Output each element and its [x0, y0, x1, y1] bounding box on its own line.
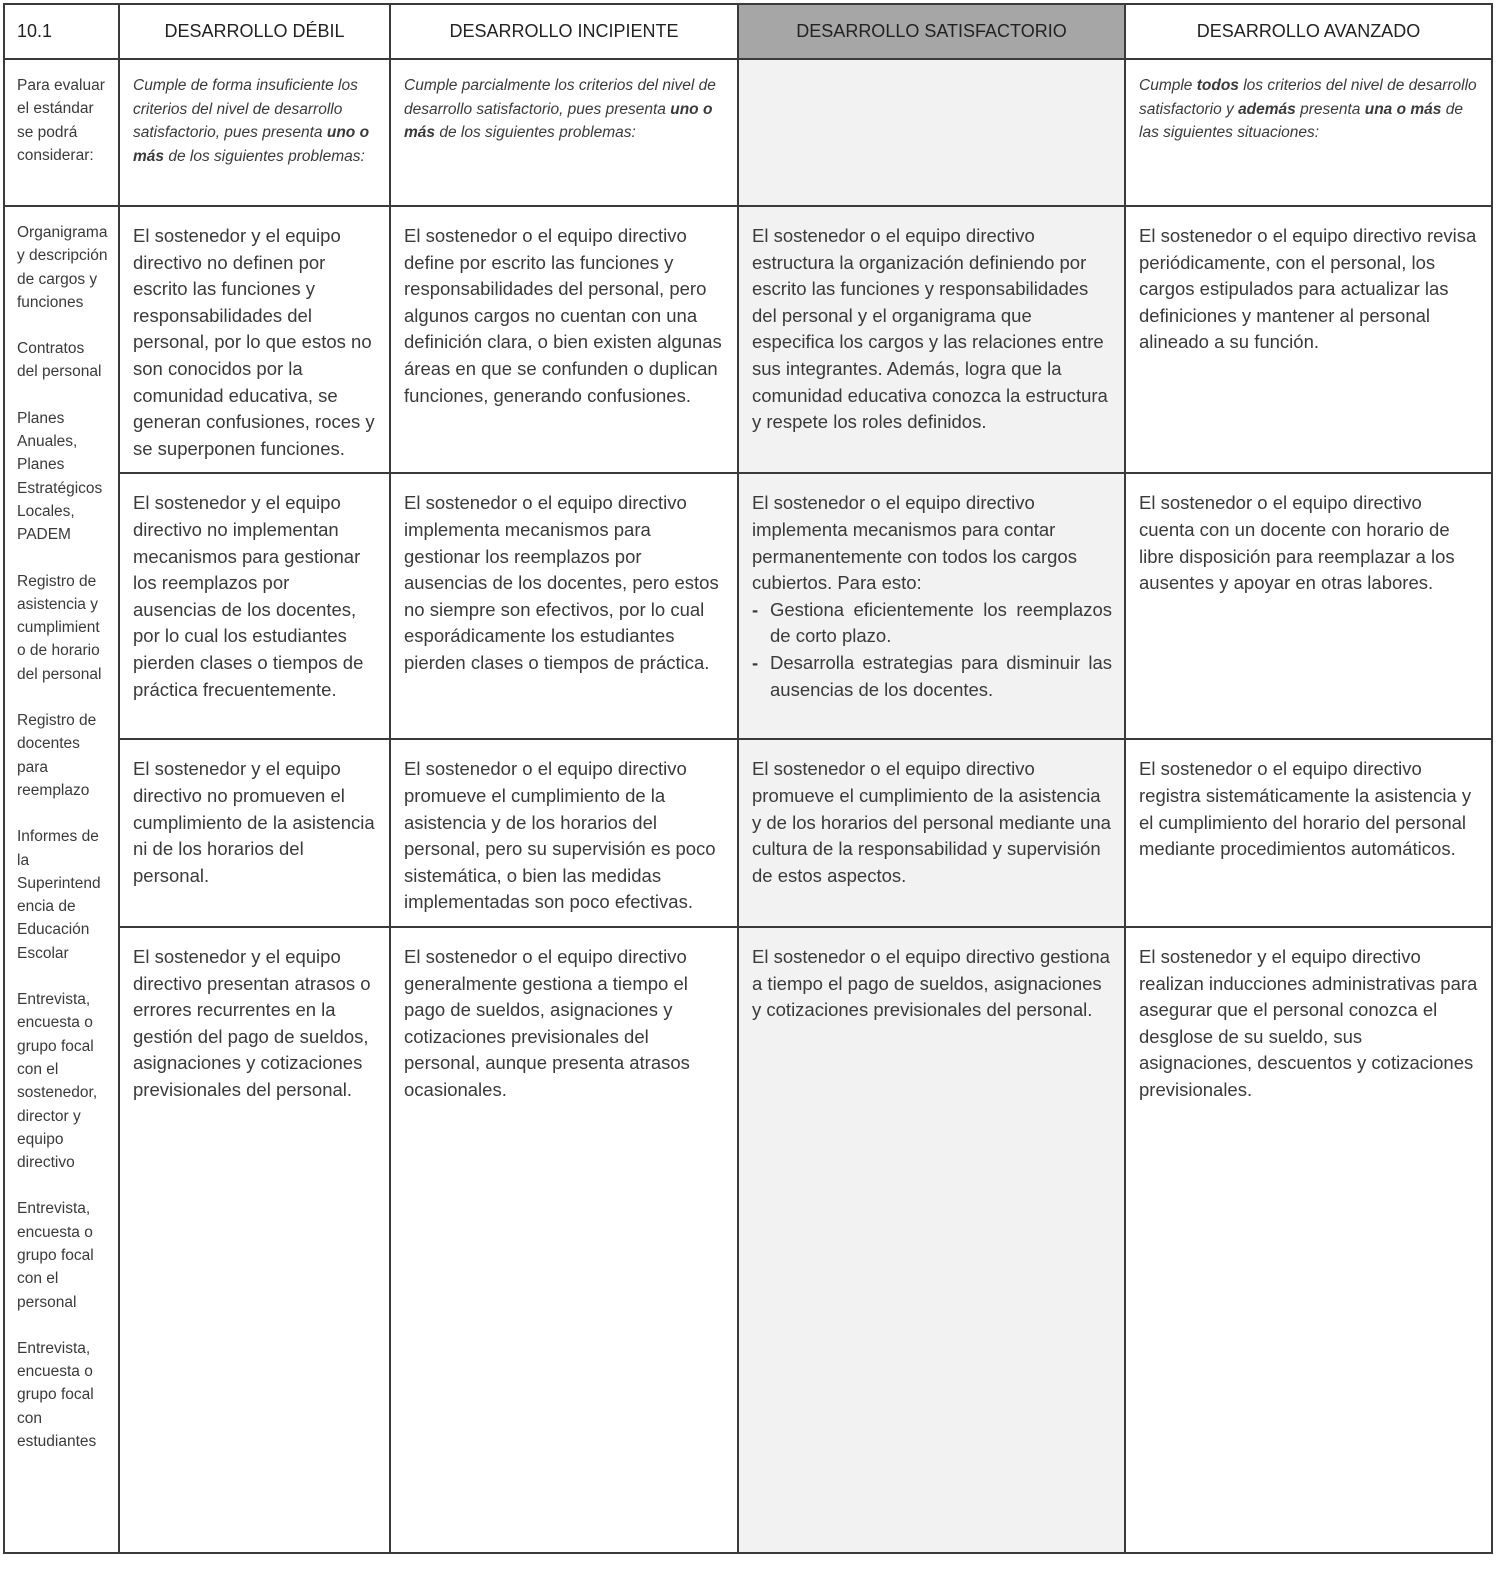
cell-debil: El sostenedor y el equipo directivo presentan atrasos o errores recurrentes en la gestión del pago de sueldos, asignaciones y cotizaciones previsionales del personal. [119, 927, 390, 1553]
source-item: Informes de la Superintendencia de Educación Escolar [17, 828, 101, 962]
intro-left [4, 59, 119, 206]
evidence-sources [4, 206, 119, 1553]
bullet-text: Desarrolla estrategias para disminuir las ausencias de los docentes. [770, 651, 1112, 700]
cell-satisfactorio: El sostenedor o el equipo directivo promueve el cumplimiento de la asistencia y de los horarios del personal mediante una cultura de la responsabilidad y supervisión de estos aspectos. [738, 739, 1125, 927]
intro-text: Cumple parcialmente los criterios del nivel de desarrollo satisfactorio, pues presenta [404, 77, 716, 118]
intro-text: de las siguientes situaciones: [1139, 100, 1463, 141]
level-header-debil: DESARROLLO DÉBIL [119, 4, 390, 59]
dash-bullet-icon: - [752, 598, 759, 620]
source-item: Organigrama y descripción de cargos y funciones [17, 224, 108, 311]
cell-incipiente: El sostenedor o el equipo directivo implementa mecanismos para gestionar los reemplazos por ausencias de los docentes, pero estos no siempre son efectivos, por lo cual esporádicamente los estudiantes pierden clases o tiempos de práctica. [390, 473, 738, 739]
source-item: Registro de asistencia y cumplimiento de horario del personal [17, 572, 102, 683]
rubric-table [3, 3, 1493, 1554]
dash-bullet-icon: - [752, 651, 759, 673]
source-item: Registro de docentes para reemplazo [17, 712, 97, 799]
cell-satisfactorio-text: El sostenedor o el equipo directivo implementa mecanismos para contar permanentemente con todos los cargos cubiertos. Para esto: [752, 492, 1077, 594]
intro-left-text: Para evaluar el estándar se podrá considerar: [17, 77, 105, 164]
intro-satisfactorio [738, 59, 1125, 206]
cell-avanzado: El sostenedor o el equipo directivo cuenta con un docente con horario de libre disposición para reemplazar a los ausentes y apoyar en otras labores. [1125, 473, 1492, 739]
intro-text: Cumple [1139, 77, 1197, 94]
intro-text: de los siguientes problemas: [164, 147, 365, 165]
intro-avanzado-text [1126, 60, 1491, 205]
source-item: Contratos del personal [17, 340, 102, 381]
source-item: Entrevista, encuesta o grupo focal con el sostenedor, director y equipo directivo [17, 991, 98, 1172]
cell-satisfactorio [738, 473, 1125, 739]
intro-incipiente-text [391, 60, 737, 205]
cell-debil: El sostenedor y el equipo directivo no promueven el cumplimiento de la asistencia ni de los horarios del personal. [119, 739, 390, 927]
emphasis-text: además [1238, 100, 1296, 118]
bullet-text: Gestiona eficientemente los reemplazos de corto plazo. [770, 598, 1112, 647]
emphasis-text: uno o más [404, 100, 713, 141]
cell-satisfactorio: El sostenedor o el equipo directivo estructura la organización definiendo por escrito las funciones y responsabilidades del personal y el organigrama que especifica los cargos y las relaciones entre sus integrantes. Además, logra que la comunidad educativa conozca la estructura y respete los roles definidos. [738, 206, 1125, 473]
cell-satisfactorio: El sostenedor o el equipo directivo gestiona a tiempo el pago de sueldos, asignaciones y cotizaciones previsionales del personal. [738, 927, 1125, 1553]
table-row [4, 473, 1492, 739]
cell-incipiente: El sostenedor o el equipo directivo define por escrito las funciones y responsabilidades del personal, pero algunos cargos no cuentan con una definición clara, o bien existen algunas áreas en que se confunden o duplican funciones, generando confusiones. [390, 206, 738, 473]
intro-text: presenta [1295, 100, 1365, 118]
source-item: Entrevista, encuesta o grupo focal con el personal [17, 1200, 94, 1311]
emphasis-text: una o más [1364, 100, 1442, 118]
bullet-item [752, 650, 1112, 703]
intro-satisfactorio-text [739, 60, 1124, 205]
intro-debil [119, 59, 390, 206]
table-row [4, 739, 1492, 927]
cell-avanzado: El sostenedor o el equipo directivo registra sistemáticamente la asistencia y el cumplimiento del horario del personal mediante procedimientos automáticos. [1125, 739, 1492, 927]
emphasis-text: todos [1196, 77, 1239, 94]
intro-incipiente [390, 59, 738, 206]
cell-incipiente: El sostenedor o el equipo directivo generalmente gestiona a tiempo el pago de sueldos, asignaciones y cotizaciones previsionales del personal, aunque presenta atrasos ocasionales. [390, 927, 738, 1553]
standard-code: 10.1 [4, 4, 119, 59]
intro-debil-text [120, 60, 389, 205]
table-row [4, 927, 1492, 1553]
intro-row [4, 59, 1492, 206]
cell-avanzado: El sostenedor y el equipo directivo realizan inducciones administrativas para asegurar que el personal conozca el desglose de su sueldo, sus asignaciones, descuentos y cotizaciones previsionales. [1125, 927, 1492, 1553]
header-row [4, 4, 1492, 59]
cell-debil: El sostenedor y el equipo directivo no implementan mecanismos para gestionar los reemplazos por ausencias de los docentes, por lo cual los estudiantes pierden clases o tiempos de práctica frecuentemente. [119, 473, 390, 739]
cell-avanzado: El sostenedor o el equipo directivo revisa periódicamente, con el personal, los cargos estipulados para actualizar las definiciones y mantener al personal alineado a su función. [1125, 206, 1492, 473]
emphasis-text: uno o más [133, 124, 370, 165]
intro-text: de los siguientes problemas: [435, 124, 636, 141]
level-header-incipiente: DESARROLLO INCIPIENTE [390, 4, 738, 59]
level-header-satisfactorio: DESARROLLO SATISFACTORIO [738, 4, 1125, 59]
source-item: Planes Anuales, Planes Estratégicos Locales, PADEM [17, 409, 103, 544]
cell-incipiente: El sostenedor o el equipo directivo promueve el cumplimiento de la asistencia y de los horarios del personal, pero su supervisión es poco sistemática, o bien las medidas implementadas son poco efectivas. [390, 739, 738, 927]
table-row [4, 206, 1492, 473]
intro-text: los criterios del nivel de desarrollo satisfactorio y [1139, 77, 1477, 118]
source-item: Entrevista, encuesta o grupo focal con estudiantes [17, 1339, 97, 1451]
level-header-avanzado: DESARROLLO AVANZADO [1125, 4, 1492, 59]
intro-avanzado [1125, 59, 1492, 206]
intro-text: Cumple de forma insuficiente los criterios del nivel de desarrollo satisfactorio, pues presenta [133, 77, 358, 141]
cell-debil: El sostenedor y el equipo directivo no definen por escrito las funciones y responsabilidades del personal, por lo que estos no son conocidos por la comunidad educativa, se generan confusiones, roces y se superponen funciones. [119, 206, 390, 473]
bullet-item [752, 597, 1112, 650]
